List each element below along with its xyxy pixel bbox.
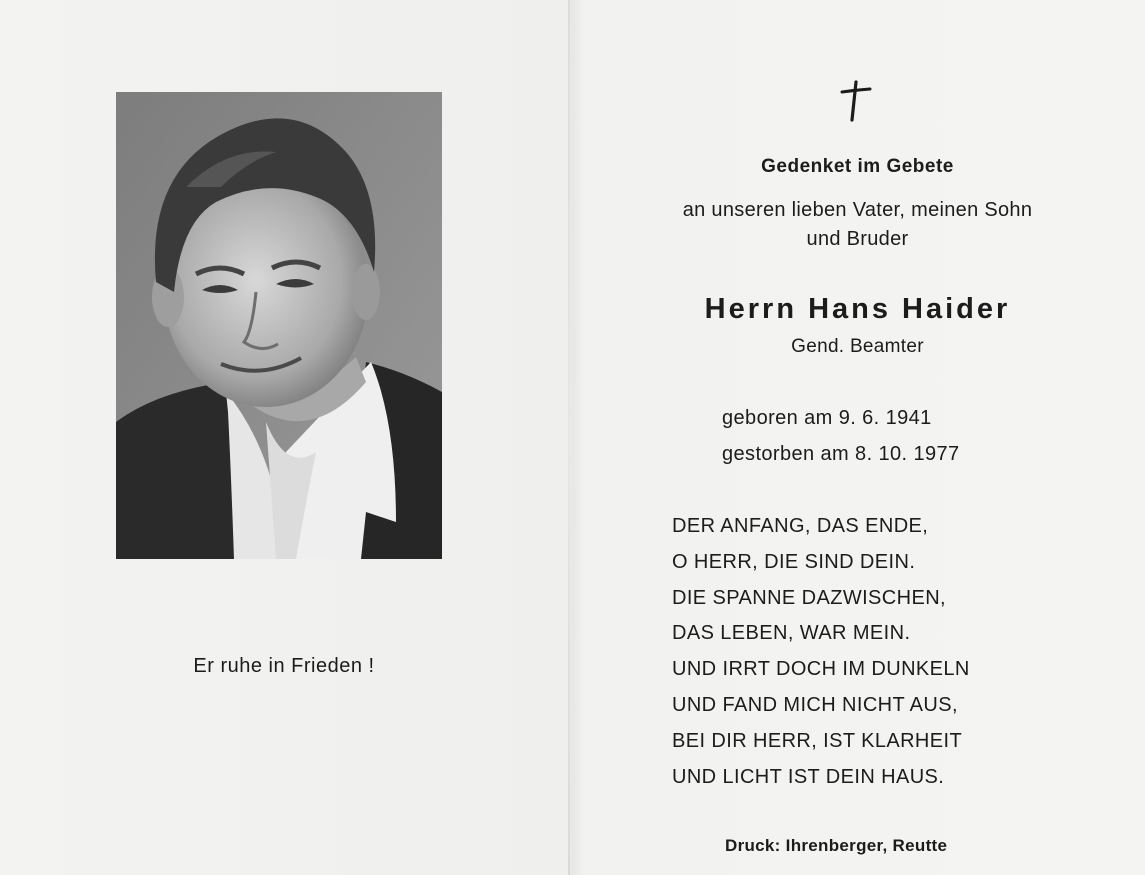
birth-date: geboren am 9. 6. 1941 xyxy=(722,407,932,429)
portrait-photo xyxy=(116,92,442,559)
poem-line: DIE SPANNE DAZWISCHEN, xyxy=(672,586,947,609)
poem-line: BEI DIR HERR, IST KLARHEIT xyxy=(672,729,963,752)
dedication-line-1: an unseren lieben Vater, meinen Sohn xyxy=(682,199,1033,221)
deceased-name: Herrn Hans Haider xyxy=(704,293,1011,325)
poem-line: UND LICHT IST DEIN HAUS. xyxy=(672,765,945,788)
right-page xyxy=(570,0,1145,875)
prayer-heading: Gedenket im Gebete xyxy=(761,156,954,177)
poem xyxy=(672,509,970,795)
printer-credit: Druck: Ihrenberger, Reutte xyxy=(725,836,948,855)
rest-in-peace-text: Er ruhe in Frieden ! xyxy=(193,655,375,677)
poem-line: UND FAND MICH NICHT AUS, xyxy=(672,693,958,716)
poem-line: DER ANFANG, DAS ENDE, xyxy=(672,515,929,537)
occupation: Gend. Beamter xyxy=(791,336,924,357)
dedication-line-2: und Bruder xyxy=(806,228,909,250)
death-date: gestorben am 8. 10. 1977 xyxy=(722,443,960,465)
poem-line: UND IRRT DOCH IM DUNKELN xyxy=(672,658,970,681)
left-page xyxy=(0,0,568,875)
poem-line: O HERR, DIE SIND DEIN. xyxy=(672,550,916,573)
cross-icon xyxy=(838,78,874,127)
life-dates xyxy=(722,400,960,472)
poem-line: DAS LEBEN, WAR MEIN. xyxy=(672,622,911,645)
